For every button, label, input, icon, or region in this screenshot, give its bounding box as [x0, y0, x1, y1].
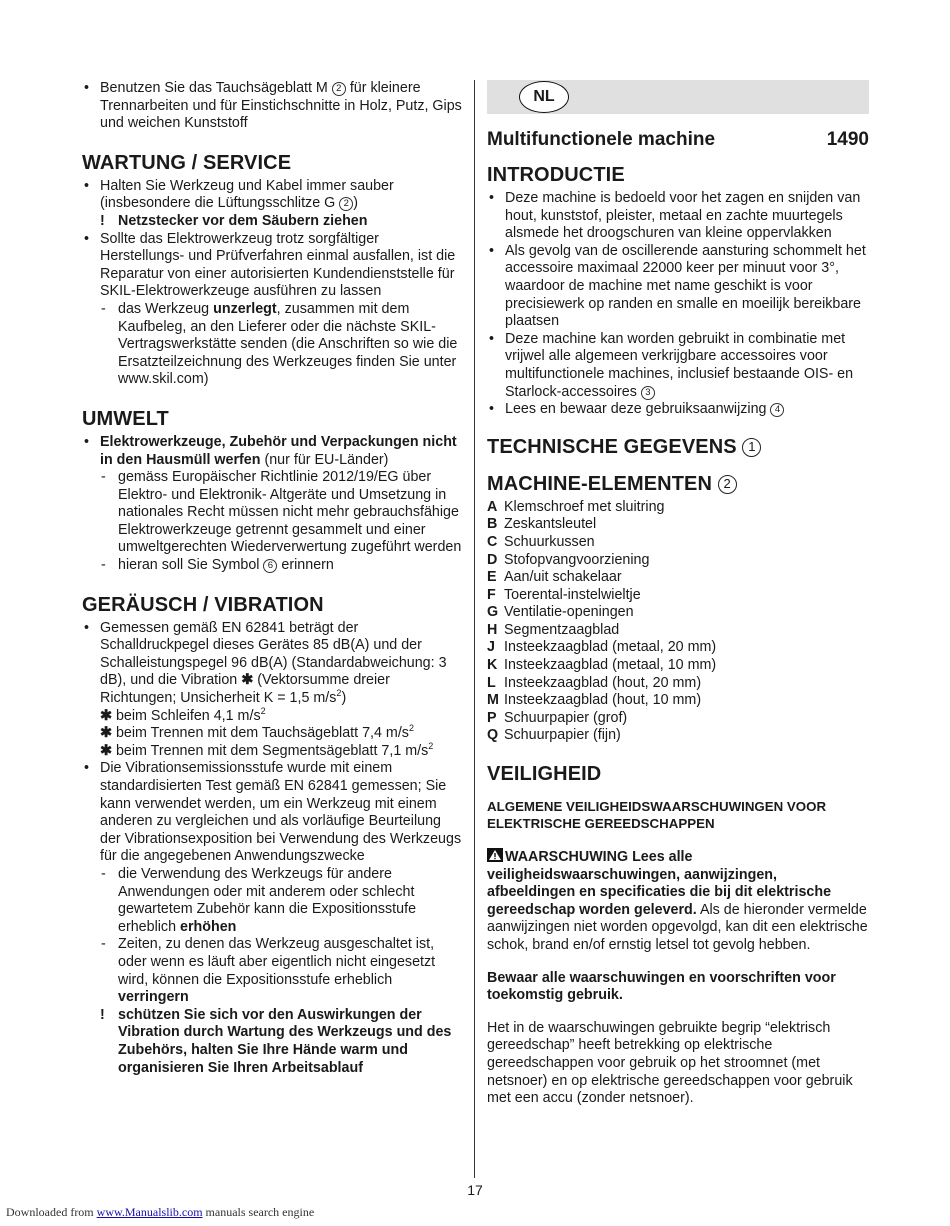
- warning-vibration: ! schützen Sie sich vor den Auswirkungen der Vibration durch Wartung des Werkzeugs und des Zubehörs, halten Sie Ihre Hände warm und organisieren Sie Ihren Arbeitsablauf: [82, 1007, 462, 1077]
- element-letter: E: [487, 569, 497, 586]
- bullet-bedoeld: • Deze machine is bedoeld voor het zagen en snijden van hout, kunststof, pleister, metaal en zachte muurtegels alsmede het droogschuren van kleine oppervlakken: [487, 190, 869, 243]
- machine-element-item: [487, 552, 869, 570]
- element-label: Schuurkussen: [504, 533, 595, 550]
- asterisk-icon: ✱: [100, 707, 112, 724]
- heading-geraeusch: GERÄUSCH / VIBRATION: [82, 593, 324, 616]
- bullet-emission: • Die Vibrationsemissionsstufe wurde mit einem standardisierten Test gemäß EN 62841 gemessen; Sie kann verwendet werden, um ein Werkzeug mit einem anderen zu vergleichen und als vorläufige Beurteilung der Vibrationsexposition bei Verwendung des Werkzeugs für die angegebenen Anwendungszwecke: [82, 760, 462, 866]
- manualslib-link[interactable]: www.Manualslib.com: [96, 1205, 203, 1219]
- asterisk-icon: ✱: [100, 725, 112, 742]
- machine-element-item: [487, 727, 869, 745]
- ref-circle: 2: [718, 475, 737, 494]
- dash-unzerlegt: - das Werkzeug unzerlegt, zusammen mit dem Kaufbeleg, an den Lieferer oder die nächste SKIL-Vertragswerkstätte senden (die Anschriften so wie die Ersatzteilzeichnung des Werkzeuges finden Sie unter www.skil.com): [82, 301, 462, 389]
- bullet-gemessen: • Gemessen gemäß EN 62841 beträgt der Schalldruckpegel dieses Gerätes 85 dB(A) und der Schalleistungspegel 96 dB(A) (Standardabweichung: 3 dB), und die Vibration ✱ (Vektorsumme dreier Richtungen; Unsicherheit K = 1,5 $m/s^2$): [82, 620, 462, 708]
- element-label: Toerental-instelwieltje: [504, 586, 641, 603]
- element-letter: L: [487, 674, 496, 691]
- dash-erhoehen: - die Verwendung des Werkzeugs für andere Anwendungen oder mit anderem oder schlecht gewartetem Zubehör kann die Expositionsstufe erheblich erhöhen: [82, 866, 462, 936]
- element-label: Zeskantsleutel: [504, 516, 597, 533]
- product-title: Multifunctionele machine: [487, 129, 716, 150]
- element-label: Ventilatie-openingen: [504, 604, 634, 621]
- element-letter: F: [487, 586, 496, 603]
- machine-element-item: [487, 534, 869, 552]
- machine-element-item: [487, 710, 869, 728]
- element-label: Schuurpapier (grof): [504, 709, 628, 726]
- element-label: Insteekzaagblad (metaal, 20 mm): [504, 639, 717, 656]
- element-letter: A: [487, 498, 498, 515]
- heading-technische-gegevens: TECHNISCHE GEGEVENS 1: [487, 435, 869, 459]
- warning-triangle-icon: [487, 848, 503, 862]
- machine-element-item: [487, 569, 869, 587]
- machine-element-item: [487, 604, 869, 622]
- left-column: [82, 80, 462, 1077]
- machine-element-item: [487, 657, 869, 675]
- element-label: Schuurpapier (fijn): [504, 727, 621, 744]
- dash-richtlinie: - gemäss Europäischer Richtlinie 2012/19/EG über Elektro- und Elektronik- Altgeräte und Umsetzung in nationales Recht müssen nicht mehr gebrauchsfähige Elektrowerkzeuge getrennt gesammelt und einer umweltgerechten Wiederverwertung zugeführt werden: [82, 469, 462, 557]
- bullet-sauber: • Halten Sie Werkzeug und Kabel immer sauber (insbesondere die Lüftungsschlitze G 2 ): [82, 178, 462, 213]
- machine-element-item: [487, 587, 869, 605]
- ref-circle: 1: [742, 438, 761, 457]
- machine-element-item: [487, 692, 869, 710]
- element-letter: M: [487, 692, 499, 709]
- element-letter: P: [487, 709, 497, 726]
- safety-keep-instructions: Bewaar alle waarschuwingen en voorschriften voor toekomstig gebruik.: [487, 969, 836, 1004]
- element-letter: B: [487, 516, 498, 533]
- safety-warning: WAARSCHUWING Lees alle veiligheidswaarschuwingen, aanwijzingen, afbeeldingen en specificaties die bij dit elektrische gereedschap worden geleverd. Als de hieronder vermelde aanwijzingen niet worden opgevolgd, kan dit een elektrische schok, brand en/of ernstig letsel tot gevolg hebben.: [487, 849, 868, 953]
- heading-machine-elementen: MACHINE-ELEMENTEN 2: [487, 472, 869, 496]
- element-label: Stofopvangvoorziening: [504, 551, 650, 568]
- safety-subheading: ALGEMENE VEILIGHEIDSWAARSCHUWINGEN VOOR ELEKTRISCHE GEREEDSCHAPPEN: [487, 799, 827, 832]
- element-letter: H: [487, 621, 498, 638]
- element-label: Klemschroef met sluitring: [504, 498, 665, 515]
- bullet-oscillerend: • Als gevolg van de oscillerende aansturing schommelt het accessoire maximaal 22000 keer per minuut voor 3°, waardoor de machine met name geschikt is voor precisiewerk op randen en smalle en moeilijk bereikbare plaatsen: [487, 243, 869, 331]
- heading-wartung: WARTUNG / SERVICE: [82, 151, 292, 174]
- dash-verringern: - Zeiten, zu denen das Werkzeug ausgeschaltet ist, oder wenn es läuft aber eigentlich nicht eingesetzt wird, können die Expositionsstufe erheblich verringern: [82, 936, 462, 1006]
- heading-veiligheid: VEILIGHEID: [487, 763, 602, 786]
- machine-element-item: [487, 516, 869, 534]
- element-label: Insteekzaagblad (metaal, 10 mm): [504, 657, 717, 674]
- product-title-row: [487, 128, 869, 152]
- bullet-hausmuell: • Elektrowerkzeuge, Zubehör und Verpackungen nicht in den Hausmüll werfen (nur für EU-Länder): [82, 434, 462, 469]
- machine-element-item: [487, 675, 869, 693]
- bullet-accessoires: • Deze machine kan worden gebruikt in combinatie met vrijwel alle algemeen verkrijgbare accessoires voor multifunctionele machines, inclusief bestaande OIS- en Starlock-accessoires 3: [487, 331, 869, 401]
- element-label: Insteekzaagblad (hout, 20 mm): [504, 674, 702, 691]
- heading-umwelt: UMWELT: [82, 407, 169, 430]
- vibration-segment: ✱ beim Trennen mit dem Segmentsägeblatt 7,1 $m/s^2$: [100, 741, 434, 759]
- element-label: Aan/uit schakelaar: [504, 569, 622, 586]
- ref-circle: 6: [263, 559, 277, 573]
- column-divider: [474, 80, 475, 1178]
- heading-introductie: INTRODUCTIE: [487, 164, 625, 186]
- element-label: Insteekzaagblad (hout, 10 mm): [504, 692, 702, 709]
- element-label: Segmentzaagblad: [504, 621, 620, 638]
- dash-symbol: - hieran soll Sie Symbol 6 erinnern: [82, 557, 462, 575]
- language-badge: NL: [519, 81, 569, 113]
- element-letter: J: [487, 639, 495, 656]
- right-column: [487, 80, 869, 1108]
- language-bar: [487, 80, 869, 114]
- vibration-tauchsaege: ✱ beim Trennen mit dem Tauchsägeblatt 7,4 $m/s^2$: [100, 723, 414, 742]
- safety-term-definition: Het in de waarschuwingen gebruikte begrip “elektrisch gereedschap” heeft betrekking op elektrische gereedschappen voor gebruik op het stroomnet (met netsnoer) en op elektrische gereedschappen voor gebruik met een accu (zonder netsnoer).: [487, 1019, 853, 1107]
- machine-elements-list: [487, 499, 869, 745]
- ref-circle: 2: [332, 82, 346, 96]
- vibration-schleifen: ✱ beim Schleifen 4,1 $m/s^2$: [100, 705, 266, 724]
- machine-element-item: [487, 499, 869, 517]
- page-number: 17: [467, 1182, 483, 1198]
- ref-circle: 4: [770, 403, 784, 417]
- element-letter: D: [487, 551, 498, 568]
- bullet-tauchsaegeblatt: • Benutzen Sie das Tauchsägeblatt M 2 für kleinere Trennarbeiten und für Einstichschnitte in Holz, Putz, Gips und weichen Kunststoff: [82, 80, 462, 133]
- element-letter: G: [487, 604, 499, 621]
- asterisk-icon: ✱: [241, 672, 254, 689]
- ref-circle: 2: [339, 197, 353, 211]
- element-letter: Q: [487, 727, 499, 744]
- model-number: 1490: [826, 129, 869, 150]
- element-letter: C: [487, 533, 498, 550]
- asterisk-icon: ✱: [100, 742, 112, 759]
- download-footer: Downloaded from www.Manualslib.com manuals search engine: [6, 1205, 315, 1219]
- ref-circle: 3: [641, 386, 655, 400]
- element-letter: K: [487, 657, 498, 674]
- bullet-reparatur: • Sollte das Elektrowerkzeug trotz sorgfältiger Herstellungs- und Prüfverfahren einmal ausfallen, ist die Reparatur von einer autorisierten Kundendienststelle für SKIL-Elektrowerkzeuge ausführen zu lassen: [82, 231, 462, 301]
- machine-element-item: [487, 622, 869, 640]
- machine-element-item: [487, 639, 869, 657]
- bullet-gebruiksaanwijzing: • Lees en bewaar deze gebruiksaanwijzing 4: [487, 401, 869, 419]
- warning-netzstecker: ! Netzstecker vor dem Säubern ziehen: [82, 213, 462, 231]
